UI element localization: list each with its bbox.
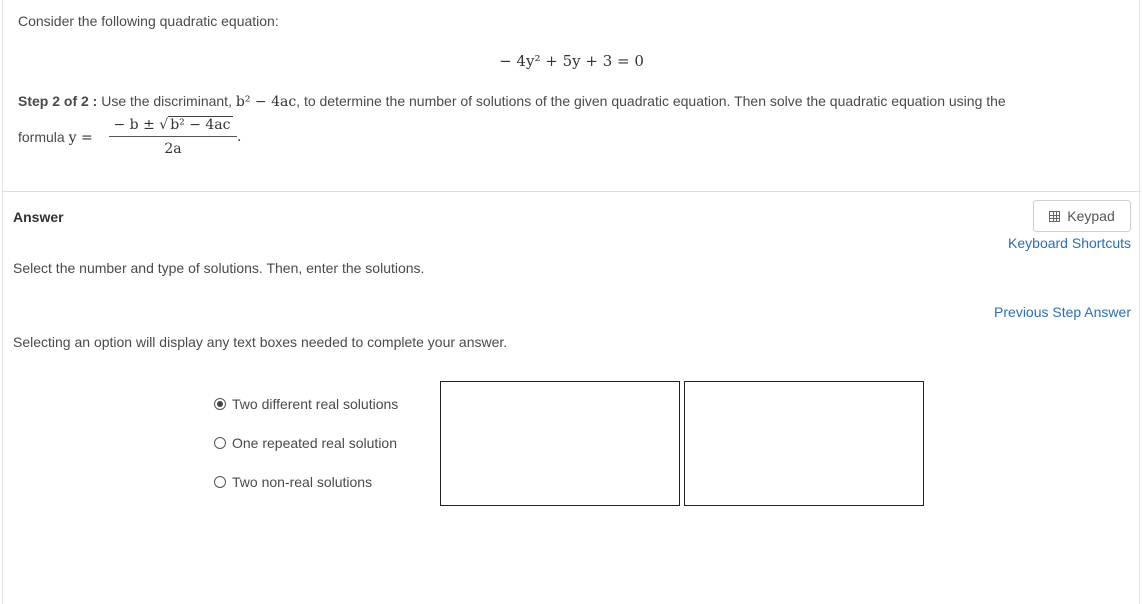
answer-instruction: Select the number and type of solutions. Then, enter the solutions. — [13, 260, 425, 276]
option-label: One repeated real solution — [232, 435, 397, 451]
option-two-non-real[interactable] — [214, 474, 372, 490]
step-instruction — [18, 93, 1006, 110]
formula-period: . — [237, 129, 242, 145]
radio-unselected[interactable] — [214, 437, 226, 449]
step-label: Step 2 of 2 : — [18, 93, 98, 109]
question-panel — [2, 0, 1140, 604]
fraction-bar — [109, 136, 237, 137]
formula-label: formula y = — [18, 129, 93, 146]
option-one-repeated[interactable] — [214, 435, 397, 451]
keypad-icon — [1049, 211, 1060, 222]
keypad-button[interactable] — [1033, 200, 1131, 232]
option-two-real[interactable] — [214, 396, 398, 412]
solution-input-2[interactable] — [684, 381, 924, 506]
step-text-after: , to determine the number of solutions of the given quadratic equation. Then solve the quadratic equation using the — [296, 93, 1006, 109]
previous-step-answer-link[interactable]: Previous Step Answer — [994, 304, 1131, 320]
section-divider — [2, 191, 1141, 192]
radio-selected[interactable] — [214, 398, 226, 410]
radio-unselected[interactable] — [214, 476, 226, 488]
formula-numerator: − b ± √ b² − 4ac — [113, 117, 231, 133]
quadratic-equation: − 4y² + 5y + 3 = 0 — [499, 52, 644, 70]
discriminant-expression: b² − 4ac — [235, 94, 297, 110]
answer-heading: Answer — [13, 209, 64, 225]
keyboard-shortcuts-link[interactable]: Keyboard Shortcuts — [1008, 235, 1131, 251]
quadratic-formula-fraction — [109, 115, 237, 159]
sqrt-symbol: √ — [159, 117, 169, 133]
option-hint: Selecting an option will display any text boxes needed to complete your answer. — [13, 334, 508, 350]
question-intro: Consider the following quadratic equation: — [18, 13, 279, 29]
formula-denominator: 2a — [164, 141, 182, 157]
step-text-before: Use the discriminant, — [97, 93, 236, 109]
option-label: Two different real solutions — [232, 396, 399, 412]
option-label: Two non-real solutions — [232, 474, 373, 490]
keypad-label: Keypad — [1067, 208, 1115, 224]
formula-lhs: y = — [68, 130, 93, 146]
formula-radicand: b² − 4ac — [170, 117, 231, 133]
solution-input-1[interactable] — [440, 381, 680, 506]
